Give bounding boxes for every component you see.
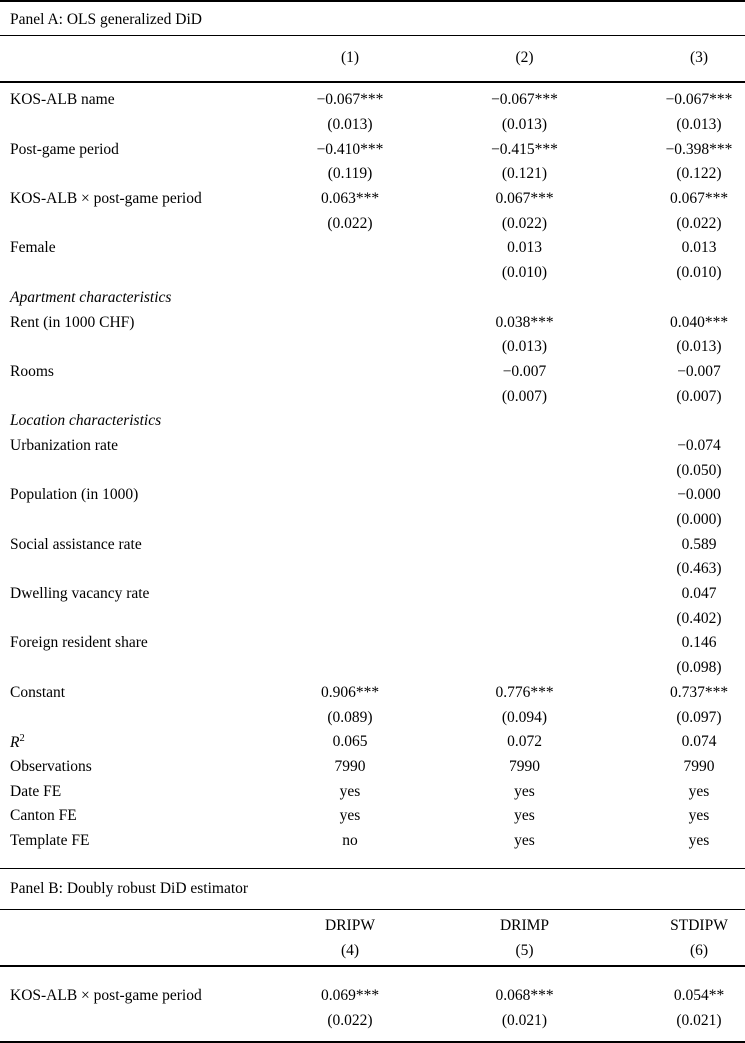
table-row [0,779,745,804]
value-cell: 0.013 [507,239,542,257]
value-cell: yes [688,831,710,849]
value-cell: (0.089) [327,708,373,726]
row-label [0,585,304,603]
table-row [0,532,745,557]
estimator-name: STDIPW [670,917,728,934]
row-label [0,832,304,850]
value-cell: (0.050) [676,461,722,479]
table-row [0,508,745,533]
value-cell: (0.013) [501,116,548,134]
value-cell: (0.094) [501,708,548,726]
value-cell: (0.000) [676,511,722,529]
row-label [0,363,304,381]
value-cell: (0.402) [676,609,722,627]
value-cell: (0.007) [676,387,722,405]
row-label-text: Observations [10,757,92,775]
row-label-text: Constant [10,683,66,701]
table-row [0,335,745,360]
estimator-name: DRIPW [325,917,375,934]
table-row [0,162,745,187]
table-row [0,829,745,854]
value-cell: 7990 [683,757,715,775]
row-label-text: Social assistance rate [10,535,142,553]
table-row [0,409,745,434]
row-label [0,289,304,307]
value-cell: yes [514,831,535,849]
row-label-text: Canton FE [10,807,77,825]
table-row [0,88,745,113]
column-header-5 [396,913,653,963]
row-label [0,536,304,554]
row-label-text: KOS-ALB × post-game period [10,190,202,208]
value-cell: 0.074 [681,733,717,751]
value-cell: −0.067*** [665,91,733,109]
value-cell: −0.398*** [665,140,733,158]
table-row [0,286,745,311]
row-label [0,987,304,1005]
estimator-name: DRIMP [499,917,550,934]
column-header-6 [653,913,745,963]
column-number: (5) [515,942,534,959]
row-label [0,190,304,208]
value-cell: −0.067*** [491,91,558,109]
table-row [0,236,745,261]
table-row [0,187,745,212]
value-cell: yes [514,807,535,825]
column-header-2: (2) [515,49,534,67]
row-label-text: Dwelling vacancy rate [10,585,150,603]
table-row [0,582,745,607]
value-cell: 0.776*** [495,683,554,701]
value-cell: 0.069*** [320,987,380,1005]
value-cell: 0.040*** [669,313,729,331]
table-row [0,360,745,385]
value-cell: (0.022) [327,214,373,232]
value-cell: (0.022) [501,214,548,232]
value-cell: 0.063*** [320,190,380,208]
value-cell: (0.007) [501,387,548,405]
row-label [0,634,304,652]
value-cell: −0.007 [502,362,547,380]
table-row [0,458,745,483]
row-label [0,437,304,455]
row-label-text: Foreign resident share [10,634,148,652]
value-cell: (0.021) [676,1012,722,1030]
value-cell: (0.098) [676,659,722,677]
value-cell: 7990 [334,757,366,775]
table-row [0,681,745,706]
value-cell: −0.074 [677,436,721,454]
row-label [0,807,304,825]
value-cell: (0.122) [676,165,722,183]
value-cell: 0.054** [673,987,725,1005]
value-cell: −0.067*** [316,91,384,109]
table-row [0,705,745,730]
table-row [0,137,745,162]
row-label [0,486,304,504]
value-cell: 0.146 [681,634,717,652]
value-cell: (0.097) [676,708,722,726]
row-label [0,141,304,159]
panel-a-body [0,83,745,869]
value-cell: 7990 [509,757,540,775]
table-row [0,113,745,138]
value-cell: 0.067*** [669,190,729,208]
column-number: (6) [689,942,709,959]
row-label-text: Apartment characteristics [10,288,172,306]
table-row [0,606,745,631]
table-row [0,631,745,656]
value-cell: 0.589 [681,535,717,553]
panel-b-body [0,967,745,1041]
value-cell: (0.013) [327,116,373,134]
column-header-4 [304,913,396,963]
value-cell: 0.065 [332,733,368,751]
panel-a-title-text: Panel A: OLS generalized DiD [10,10,202,28]
table-row [0,384,745,409]
column-header-3: (3) [689,49,709,67]
table-row [0,434,745,459]
value-cell: 0.068*** [495,987,554,1005]
table-row [0,755,745,780]
table-row [0,984,745,1009]
value-cell: (0.022) [676,214,722,232]
row-label-text: KOS-ALB name [10,91,115,109]
value-cell: 0.072 [507,733,542,751]
value-cell: −0.007 [677,362,721,380]
row-label [0,733,304,752]
value-cell: (0.013) [676,338,722,356]
column-header-1: (1) [340,49,360,67]
value-cell: (0.119) [327,165,373,183]
row-label [0,91,304,109]
row-label-text: Location characteristics [10,412,162,430]
row-label-text: Rooms [10,362,54,380]
row-label-text: KOS-ALB × post-game period [10,987,202,1005]
value-cell: yes [688,782,710,800]
row-label-text: Post-game period [10,140,119,158]
value-cell: −0.415*** [491,140,558,158]
value-cell: (0.022) [327,1012,373,1030]
row-label-text: Date FE [10,782,62,800]
table-row [0,261,745,286]
panel-a-column-headers [0,36,745,84]
panel-b-title [0,869,745,911]
value-cell: no [342,831,358,849]
value-cell: 0.047 [681,585,717,603]
table-row [0,656,745,681]
row-label-text: Female [10,239,56,257]
value-cell: (0.013) [676,116,722,134]
value-cell: −0.000 [677,486,721,504]
value-cell: (0.010) [676,264,722,282]
row-label-text: Template FE [10,831,90,849]
value-cell: −0.410*** [316,140,384,158]
row-label [0,412,304,430]
row-label-text: Population (in 1000) [10,486,139,504]
value-cell: (0.010) [501,264,548,282]
row-label [0,758,304,776]
value-cell: yes [514,782,535,800]
row-label [0,314,304,332]
table-row [0,310,745,335]
value-cell: yes [688,807,710,825]
value-cell: yes [339,782,361,800]
table-row [0,557,745,582]
row-label [0,239,304,257]
column-number: (4) [340,942,360,959]
table-row [0,730,745,755]
value-cell: 0.737*** [669,683,729,701]
value-cell: (0.021) [501,1012,548,1030]
row-label-text: Rent (in 1000 CHF) [10,313,135,331]
row-label [0,783,304,801]
panel-b-title-text: Panel B: Doubly robust DiD estimator [10,879,249,897]
table-row [0,483,745,508]
value-cell: yes [339,807,361,825]
row-label [0,684,304,702]
table-row [0,1009,745,1034]
table-row [0,804,745,829]
value-cell: (0.463) [676,560,722,578]
row-label-text: Urbanization rate [10,436,119,454]
panel-b-column-headers [0,910,745,967]
value-cell: 0.067*** [495,190,554,208]
value-cell: (0.121) [501,165,548,183]
row-label-text: R [10,733,20,751]
value-cell: 0.906*** [320,683,380,701]
value-cell: 0.013 [681,239,717,257]
value-cell: 0.038*** [495,313,554,331]
label-superscript: 2 [19,732,25,744]
panel-a-title [0,2,745,36]
table-row [0,211,745,236]
value-cell: (0.013) [501,338,548,356]
